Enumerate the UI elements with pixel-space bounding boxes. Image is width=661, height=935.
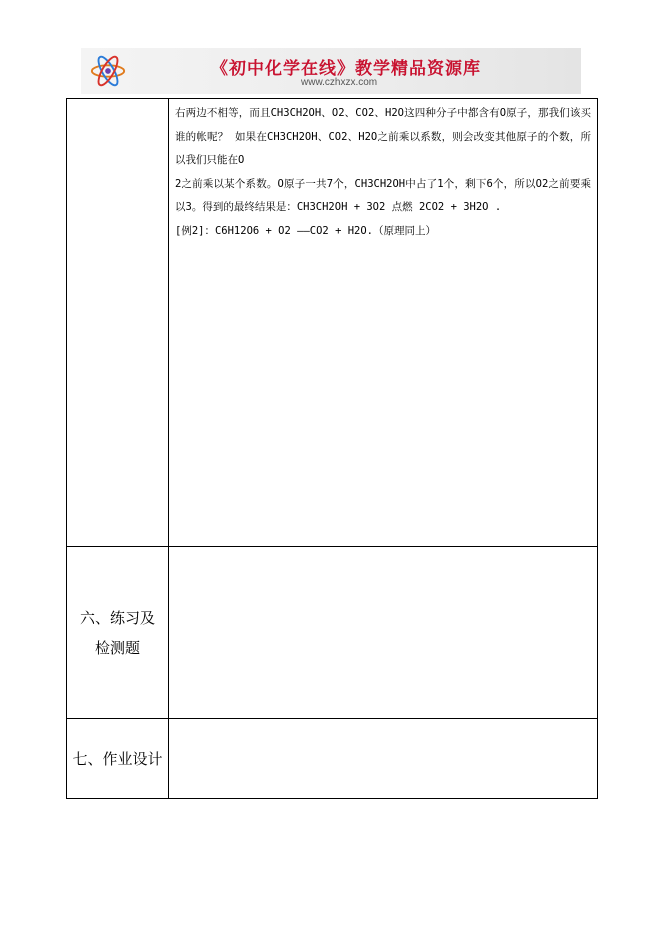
homework-content-cell — [169, 719, 598, 799]
banner-title: 《初中化学在线》教学精品资源库 — [211, 59, 481, 79]
banner-url[interactable]: www.czhxzx.com — [301, 77, 378, 88]
section-label-homework: 七、作业设计 — [67, 719, 169, 799]
empty-label-cell — [67, 99, 169, 547]
table-row — [67, 99, 598, 547]
content-text — [169, 99, 597, 243]
exercises-content-cell — [169, 547, 598, 719]
atom-logo-icon — [89, 52, 127, 90]
content-paragraph-1: 右两边不相等，而且CH3CH2OH、O2、CO2、H2O这四种分子中都含有O原子，那我们该买谁的帐呢？ 如果在CH3CH2OH、CO2、H2O之前乘以系数，则会改变其他原子的个数，所以我们只能在O — [175, 107, 591, 166]
content-paragraph-2: 2之前乘以某个系数。O原子一共7个，CH3CH2OH中占了1个，剩下6个，所以O2之前要乘以3。得到的最终结果是：CH3CH2OH + 3O2 点燃 2CO2 + 3H2O . — [175, 177, 591, 213]
header-banner — [81, 48, 581, 94]
table-row — [67, 719, 598, 799]
example-2-text: [例2]：C6H12O6 + O2 ——CO2 + H2O.（原理同上） — [175, 224, 437, 237]
table-row — [67, 547, 598, 719]
content-cell — [169, 99, 598, 547]
section-label-exercises: 六、练习及检测题 — [67, 547, 169, 719]
lesson-table — [66, 98, 598, 799]
